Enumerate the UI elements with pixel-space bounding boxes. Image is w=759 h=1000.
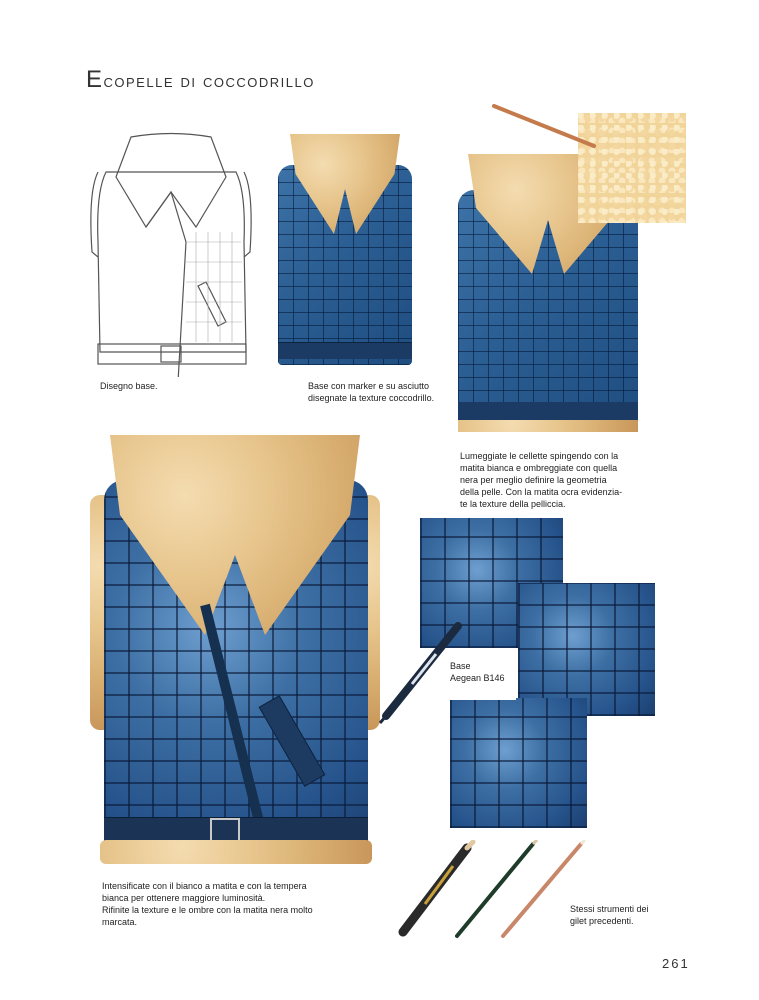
texture-detail-tile-2	[518, 583, 655, 716]
vest-fur-hem	[458, 420, 638, 432]
caption-final: Intensificate con il bianco a matita e con la tempera bianca per ottenere maggiore luminosità. Rifinite la texture e le ombre con la matita nera molto marcata.	[102, 881, 313, 927]
black-pencil-icon	[457, 840, 537, 936]
tools-illustration	[395, 840, 595, 940]
vest-body	[278, 165, 412, 365]
texture-detail-tile-3	[450, 698, 587, 828]
vest-final	[90, 435, 390, 870]
vest-sketch-drawing	[86, 132, 256, 377]
vest-belt	[458, 402, 638, 420]
belt-buckle	[210, 818, 240, 842]
caption-marker-label: Base Aegean B146	[450, 661, 505, 683]
vest-belt	[278, 342, 412, 359]
vest-marker-base	[270, 130, 420, 370]
marker-pen-icon	[376, 620, 466, 725]
caption-base-drawing: Disegno base.	[100, 381, 158, 391]
ochre-pencil-icon	[490, 102, 600, 152]
page-title: Ecopelle di coccodrillo	[86, 66, 315, 93]
caption-highlights: Lumeggiate le cellette spingendo con la matita bianca e ombreggiate con quella nera per meglio definire la geometria della pelle. Con la matita ocra evidenzia- te la texture della pelliccia.	[460, 451, 623, 509]
marker-pen-icon	[403, 842, 473, 932]
caption-tools: Stessi strumenti dei gilet precedenti.	[570, 904, 649, 926]
page-number: 261	[662, 956, 690, 971]
caption-marker-base: Base con marker e su asciutto disegnate la texture coccodrillo.	[308, 381, 435, 403]
vest-body	[458, 190, 638, 430]
vest-fur-hem	[100, 840, 372, 864]
